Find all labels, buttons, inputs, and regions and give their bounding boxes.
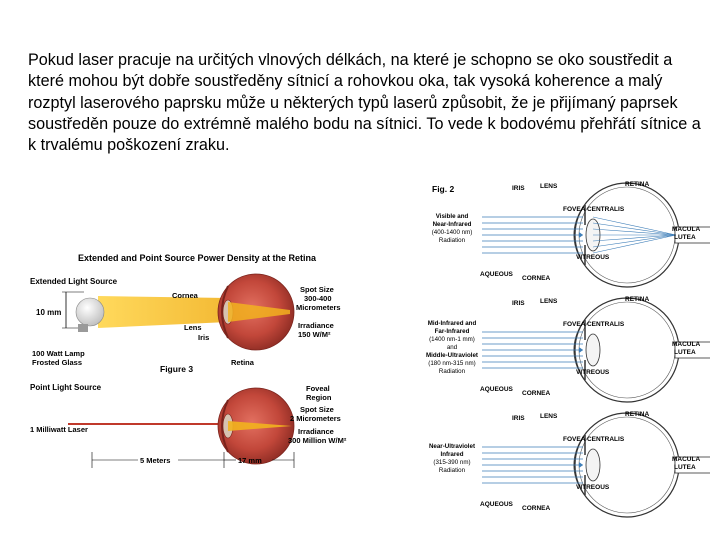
lens-label: LENS (540, 298, 558, 305)
lens-label: LENS (540, 183, 558, 190)
retina-label: RETINA (625, 181, 650, 188)
lutea-label: LUTEA (674, 234, 696, 241)
radiation-label-5: Middle-Ultraviolet (426, 352, 478, 359)
cornea-label: Cornea (172, 291, 198, 300)
lamp-label-1: 100 Watt Lamp (32, 349, 85, 358)
aqueous-label: AQUEOUS (480, 271, 513, 278)
iris-label: IRIS (512, 300, 525, 307)
radiation-label-1: Near-Ultraviolet (428, 443, 476, 450)
radiation-label-7: Radiation (438, 368, 466, 375)
foveal-line-1: Foveal (306, 384, 330, 393)
radiation-label-3: (315-390 nm) (433, 459, 471, 466)
retina-label: RETINA (625, 296, 650, 303)
distance-17mm: 17 mm (238, 456, 262, 465)
radiation-label-4: Radiation (438, 467, 466, 474)
point-source-label: Point Light Source (30, 383, 102, 392)
spot2-line-2: 2 Micrometers (290, 414, 341, 423)
fovea-label: FOVEA CENTRALIS (563, 321, 625, 328)
iris-label: Iris (198, 333, 210, 342)
lens-label: Lens (184, 323, 202, 332)
lutea-label: LUTEA (674, 349, 696, 356)
aqueous-label: AQUEOUS (480, 386, 513, 393)
cornea-label: CORNEA (522, 505, 551, 512)
foveal-line-2: Region (306, 393, 332, 402)
cornea-label: CORNEA (522, 390, 551, 397)
radiation-label-4: Radiation (438, 237, 466, 244)
lutea-label: LUTEA (674, 464, 696, 471)
eye-lower-icon (218, 388, 294, 464)
lens-label: LENS (540, 413, 558, 420)
figure-2-label: Fig. 2 (432, 184, 455, 194)
iris-label: IRIS (512, 185, 525, 192)
cornea-label: CORNEA (522, 275, 551, 282)
extended-source-label: Extended Light Source (30, 277, 118, 286)
radiation-label-1: Visible and (435, 213, 469, 220)
radiation-label-3: (400-1400 nm) (431, 229, 473, 236)
radiation-label-2: Far-Infrared (434, 328, 470, 335)
lens-shape (586, 449, 600, 481)
spot2-line-1: Spot Size (300, 405, 334, 414)
dim-10mm: 10 mm (36, 308, 62, 317)
irr1-line-1: Irradiance (298, 321, 334, 330)
irr1-line-2: 150 W/M² (298, 330, 331, 339)
light-beam (98, 296, 228, 328)
lens-shape (586, 334, 600, 366)
figure-3-title: Extended and Point Source Power Density at the Retina (78, 253, 317, 263)
irr2-line-2: 300 Million W/M² (288, 436, 347, 445)
radiation-label-1: Mid-Infrared and (427, 320, 477, 327)
iris-label: IRIS (512, 415, 525, 422)
lamp-label-2: Frosted Glass (32, 358, 83, 367)
fovea-label: FOVEA CENTRALIS (563, 436, 625, 443)
macula-label: MACULA (672, 456, 701, 463)
radiation-label-6: (180 nm-315 nm) (428, 360, 476, 367)
figure-3-caption: Figure 3 (160, 364, 194, 374)
body-paragraph: Pokud laser pracuje na určitých vlnových délkách, na které je schopno se oko soustředit a které mohou být dobře soustředěny sítnicí a rohovkou oka, tak vysoká koherence a malý rozptyl laserového paprsku může u některých typů laserů způsobit, že je přijímaný paprsek soustředěn pouze do extrémně malého bodu na sítnici. To vede k bodovému přehřátí sítnice a k trvalému poškození zraku. (28, 51, 701, 155)
radiation-label-4: and (446, 344, 458, 351)
laser-label: 1 Milliwatt Laser (30, 425, 88, 434)
retina-label: RETINA (625, 411, 650, 418)
radiation-label-3: (1400 nm-1 mm) (429, 336, 475, 343)
spot1-line-2: 300-400 (304, 294, 332, 303)
eye-upper-icon (218, 274, 294, 350)
aqueous-label: AQUEOUS (480, 501, 513, 508)
figure-3-diagram (28, 246, 358, 496)
fovea-label: FOVEA CENTRALIS (563, 206, 625, 213)
distance-5m: 5 Meters (140, 456, 171, 465)
figure-2-diagram (422, 180, 710, 525)
vitreous-label: VITREOUS (576, 369, 610, 376)
vitreous-label: VITREOUS (576, 484, 610, 491)
retina-label: Retina (231, 358, 254, 367)
spot1-line-1: Spot Size (300, 285, 334, 294)
vitreous-label: VITREOUS (576, 254, 610, 261)
irr2-line-1: Irradiance (298, 427, 334, 436)
macula-label: MACULA (672, 341, 701, 348)
radiation-label-2: Near-Infrared (432, 221, 472, 228)
radiation-label-2: Infrared (440, 451, 464, 458)
spot1-line-3: Micrometers (296, 303, 341, 312)
macula-label: MACULA (672, 226, 701, 233)
